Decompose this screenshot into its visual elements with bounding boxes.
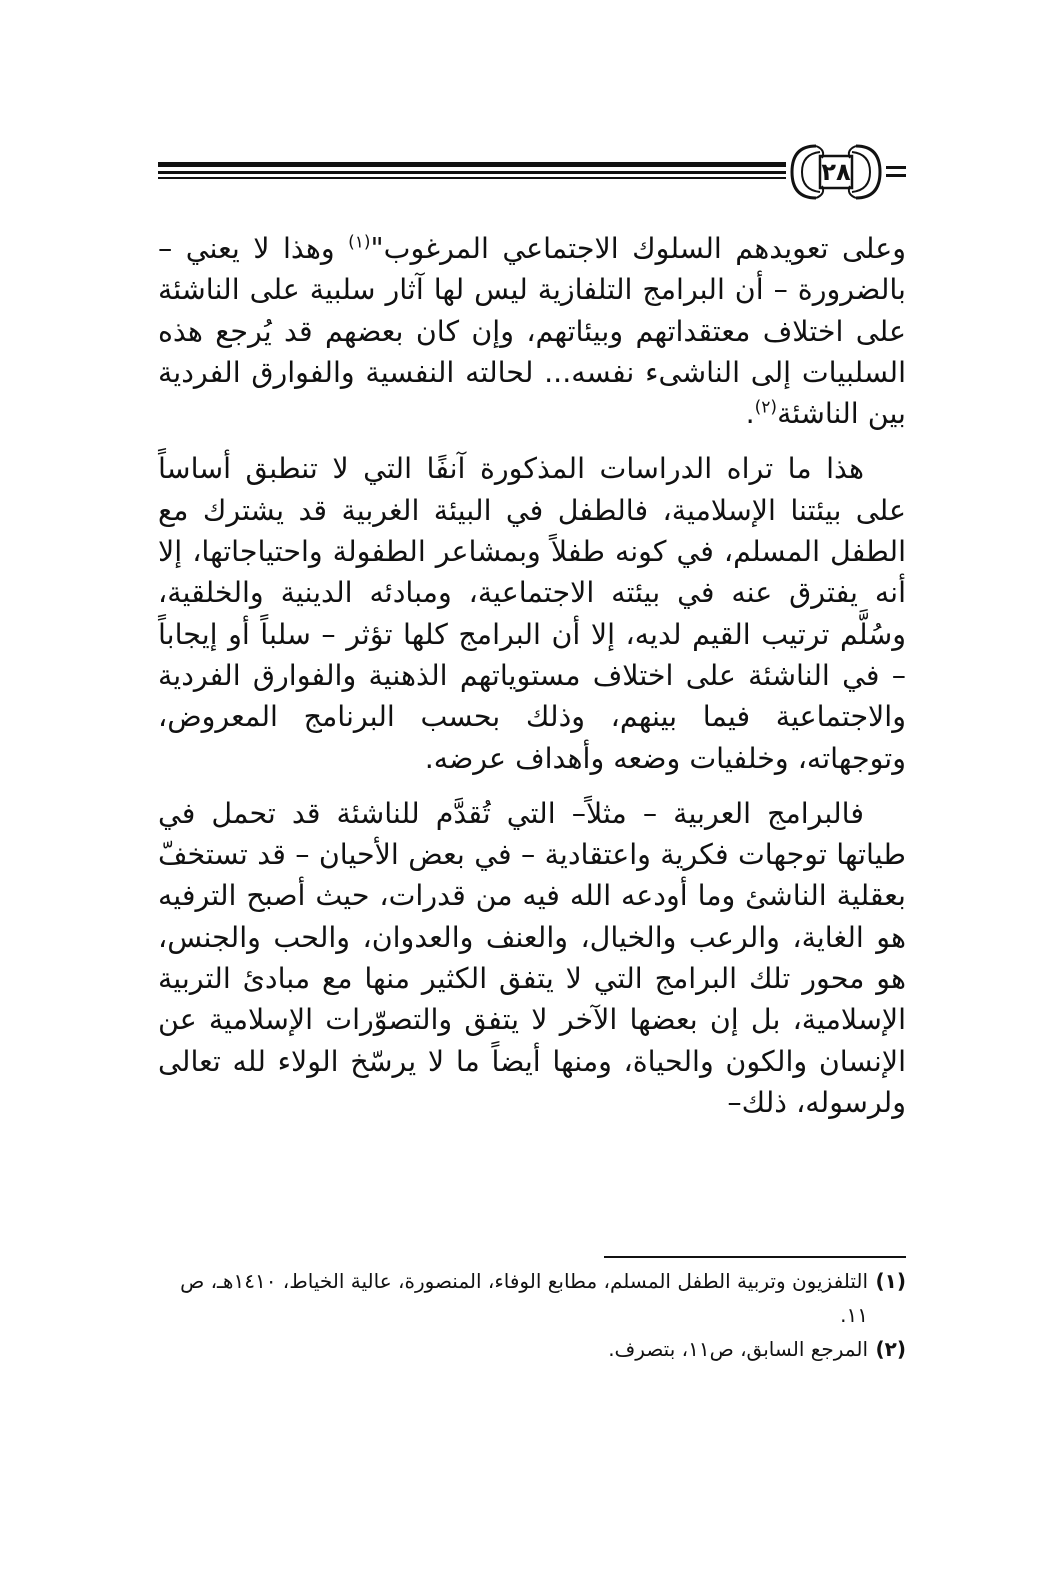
footnote-separator	[604, 1256, 906, 1258]
footnote-number: (٢)	[875, 1337, 906, 1361]
header-rule-medium	[158, 171, 786, 174]
page-number: ٢٨	[821, 158, 851, 186]
footnote-1	[158, 1264, 906, 1332]
paragraph-3: فالبرامج العربية – مثلاً– التي تُقدَّم للناشئة قد تحمل في طياتها توجهات فكرية واعتقادية – في بعض الأحيان – قد تستخفّ بعقلية الناشئ وما أودعه الله فيه من قدرات، حيث أصبح الترفيه هو الغاية، والرعب والخيال، والعنف والعدوان، والحب والجنس، هو محور تلك البرامج التي لا يتفق الكثير منها مع مبادئ التربية الإسلامية، بل إن بعضها الآخر لا يتفق والتصوّرات الإسلامية عن الإنسان والكون والحياة، ومنها أيضاً ما لا يرسّخ الولاء لله تعالى ولرسوله، ذلك–	[158, 796, 906, 1119]
paragraph-1-text-b: وهذا لا يعني – بالضرورة – أن البرامج التلفازية ليس لها آثار سلبية على الناشئة على اختلاف معتقداتهم وبيئاتهم، وإن كان بعضهم قد يُرجع هذه السلبيات إلى الناشىء نفسه... لحالته النفسية والفوارق الفردية بين الناشئة	[158, 232, 906, 431]
footnote-text: التلفزيون وتربية الطفل المسلم، مطابع الوفاء، المنصورة، عالية الخياط، ١٤١٠هـ، ص ١١.	[180, 1269, 868, 1327]
header-rule-lines	[158, 162, 786, 182]
footnote-text: المرجع السابق، ص١١، بتصرف.	[608, 1337, 868, 1361]
paragraph-1-text-c: .	[745, 397, 755, 431]
paragraph-2: هذا ما تراه الدراسات المذكورة آنفًا التي لا تنطبق أساساً على بيئتنا الإسلامية، فالطفل في البيئة الغربية قد يشترك مع الطفل المسلم، في كونه طفلاً وبمشاعر الطفولة واحتياجاتها، إلا أنه يفترق عنه في بيئته الاجتماعية، ومبادئه الدينية والخلقية، وسُلَّم ترتيب القيم لديه، إلا أن البرامج كلها تؤثر – سلباً أو إيجاباً – في الناشئة على اختلاف مستوياتهم الذهنية والفوارق الفردية والاجتماعية فيما بينهم، وذلك بحسب البرنامج المعروض، وتوجهاته، وخلفيات وضعه وأهداف عرضه.	[158, 452, 906, 775]
page-header	[158, 142, 906, 202]
footnote-ref-2[interactable]: (٢)	[754, 397, 778, 418]
footnote-2	[158, 1332, 906, 1366]
main-text	[158, 228, 906, 1123]
header-rule-thin	[158, 177, 786, 179]
page-number-ornament	[786, 142, 886, 202]
header-rule-thick	[158, 162, 786, 167]
footnotes	[158, 1264, 906, 1366]
footnote-number: (١)	[875, 1269, 906, 1293]
footnote-ref-1[interactable]: (١)	[348, 232, 371, 253]
paragraph-1	[158, 228, 906, 434]
header-rule-short	[886, 166, 906, 178]
paragraph-1-text-a: وعلى تعويدهم السلوك الاجتماعي المرغوب"	[370, 232, 906, 265]
